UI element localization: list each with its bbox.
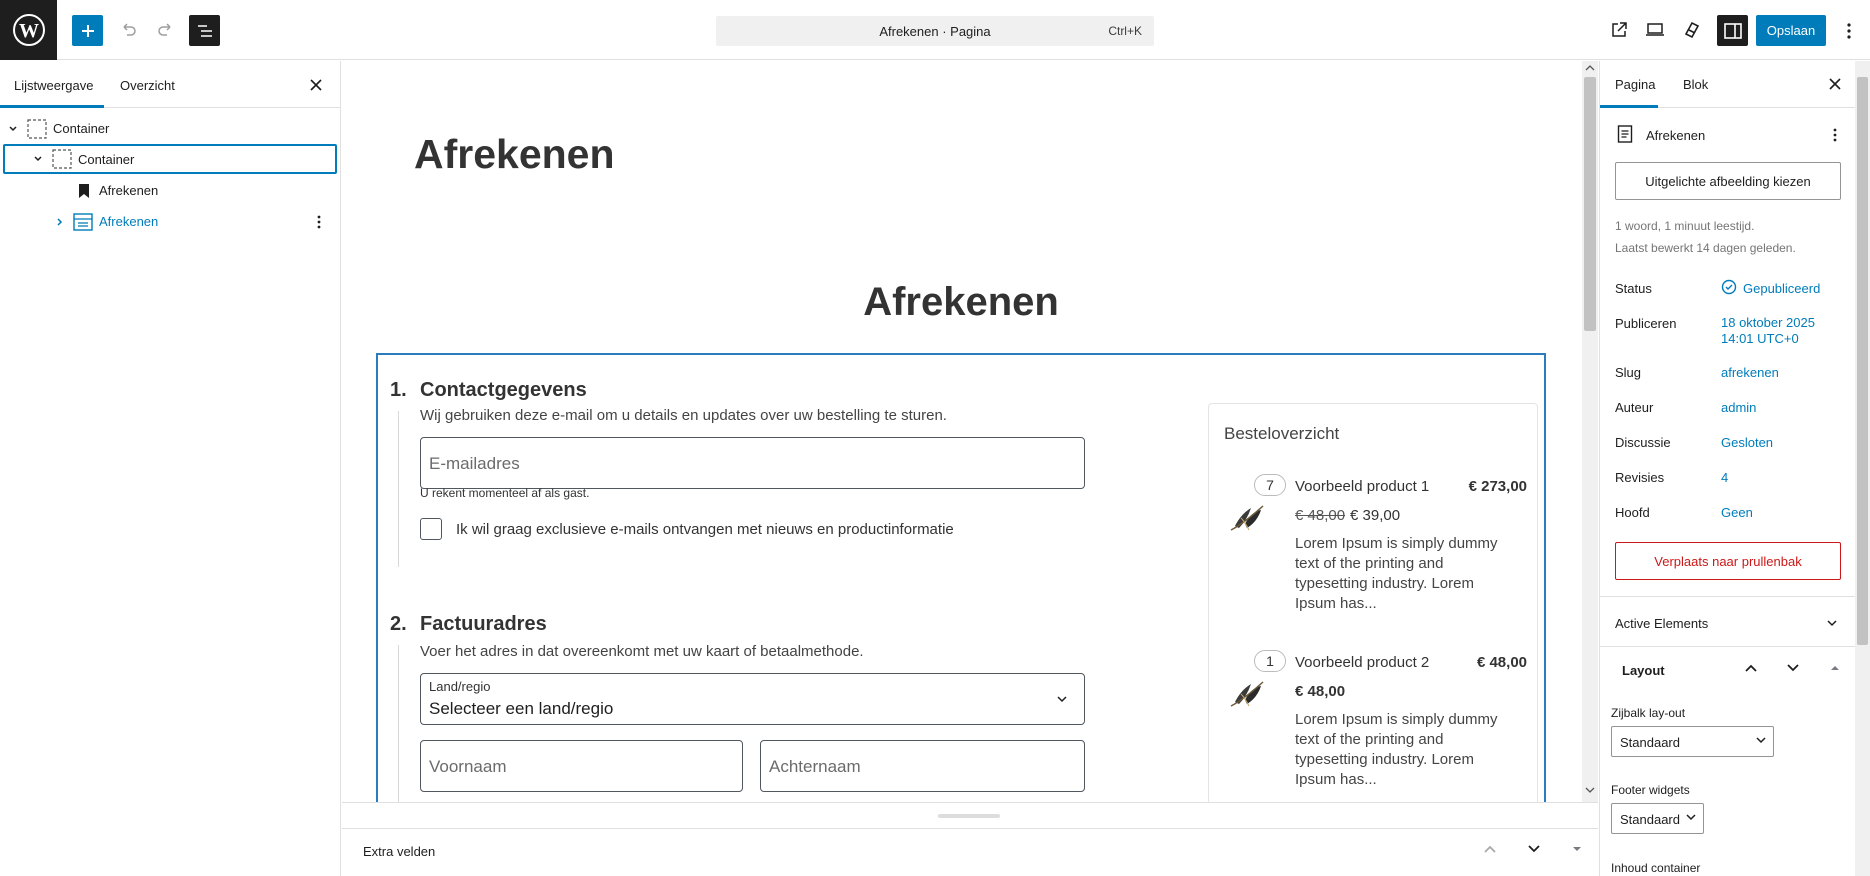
firstname-placeholder: Voornaam bbox=[429, 757, 507, 776]
discussion-value[interactable]: Gesloten bbox=[1721, 435, 1774, 450]
stackable-icon bbox=[1682, 20, 1702, 40]
contact-description: Wij gebruiken deze e-mail om u details en updates over uw bestelling te sturen. bbox=[420, 407, 947, 424]
toggle-panel-button[interactable] bbox=[1567, 839, 1587, 859]
country-label: Land/regio bbox=[429, 679, 491, 694]
options-button[interactable] bbox=[1836, 15, 1862, 46]
revisions-label: Revisies bbox=[1615, 470, 1665, 485]
list-item-container-outer[interactable] bbox=[0, 113, 341, 144]
settings-toggle-button[interactable] bbox=[1717, 15, 1748, 46]
more-vertical-icon bbox=[1833, 128, 1837, 142]
close-icon bbox=[1829, 78, 1841, 90]
list-view-tabs bbox=[0, 61, 340, 108]
guest-note: U rekent momenteel af als gast. bbox=[420, 486, 590, 500]
list-item-heading[interactable] bbox=[0, 175, 341, 206]
last-edited: Laatst bewerkt 14 dagen geleden. bbox=[1615, 241, 1796, 255]
divider bbox=[1600, 596, 1855, 597]
publish-date[interactable]: 18 oktober 2025 bbox=[1721, 315, 1815, 330]
chevron-down-icon[interactable] bbox=[6, 122, 20, 136]
sidebar-scrollbar[interactable] bbox=[1855, 61, 1870, 876]
chevron-right-icon[interactable] bbox=[53, 215, 67, 229]
product-image bbox=[1227, 672, 1267, 712]
svg-text:W: W bbox=[18, 20, 39, 42]
editor-header bbox=[0, 0, 1870, 60]
sidebar-layout-label: Zijbalk lay-out bbox=[1611, 706, 1686, 720]
plus-icon bbox=[81, 24, 95, 38]
close-icon bbox=[310, 79, 322, 91]
tab-list-view[interactable]: Lijstweergave bbox=[14, 78, 94, 93]
add-block-button[interactable] bbox=[72, 15, 103, 46]
scrollbar-thumb[interactable] bbox=[1857, 77, 1868, 645]
step-number: 1. bbox=[390, 379, 407, 401]
word-count: 1 woord, 1 minuut leestijd. bbox=[1615, 219, 1755, 233]
parent-value[interactable]: Geen bbox=[1721, 505, 1753, 520]
redo-icon bbox=[157, 21, 175, 39]
slug-label: Slug bbox=[1615, 365, 1642, 380]
list-item-checkout[interactable] bbox=[0, 206, 341, 237]
desktop-icon bbox=[1645, 22, 1665, 38]
step-connector bbox=[398, 411, 399, 567]
move-up-button[interactable] bbox=[1480, 839, 1500, 859]
block-options-button[interactable] bbox=[309, 212, 329, 232]
scrollbar-thumb[interactable] bbox=[1584, 77, 1596, 331]
newsletter-label[interactable]: Ik wil graag exclusieve e-mails ontvangen met nieuws en productinformatie bbox=[456, 521, 954, 538]
close-settings-button[interactable] bbox=[1825, 74, 1845, 94]
billing-section-title: Factuuradres bbox=[420, 613, 547, 635]
close-list-view-button[interactable] bbox=[306, 75, 326, 95]
product-image bbox=[1227, 496, 1267, 536]
document-actions-button[interactable] bbox=[1825, 125, 1845, 145]
product-name: Voorbeeld product 2 bbox=[1295, 654, 1430, 671]
meta-boxes-area bbox=[342, 802, 1598, 876]
sidebar-tabs bbox=[1600, 61, 1855, 108]
caret-up-icon bbox=[1830, 665, 1840, 671]
chevron-up-icon[interactable] bbox=[1585, 64, 1595, 72]
bookmark-icon bbox=[74, 181, 94, 201]
chevron-up-icon bbox=[1483, 844, 1497, 854]
quantity-badge: 7 bbox=[1254, 474, 1286, 496]
email-field[interactable] bbox=[420, 437, 1085, 489]
wordpress-logo-button[interactable] bbox=[0, 0, 57, 60]
email-placeholder: E-mailadres bbox=[429, 454, 520, 473]
product-description: Lorem Ipsum is simply dummy text of the printing and typesetting industry. Lorem Ipsum has... bbox=[1295, 711, 1498, 788]
tab-block[interactable]: Blok bbox=[1683, 77, 1709, 92]
tab-outline[interactable]: Overzicht bbox=[120, 78, 175, 93]
parent-label: Hoofd bbox=[1615, 505, 1650, 520]
footer-widgets-label: Footer widgets bbox=[1611, 783, 1690, 797]
publish-label: Publiceren bbox=[1615, 316, 1677, 331]
extra-fields-title[interactable]: Extra velden bbox=[363, 844, 436, 859]
product-name: Voorbeeld product 1 bbox=[1295, 478, 1430, 495]
layout-move-down-button[interactable] bbox=[1786, 663, 1806, 679]
contact-section-title: Contactgegevens bbox=[420, 379, 587, 401]
chevron-down-icon bbox=[1755, 735, 1767, 745]
undo-icon bbox=[119, 21, 137, 39]
list-item-container-inner[interactable] bbox=[3, 144, 337, 174]
chevron-down-icon[interactable] bbox=[1585, 786, 1595, 794]
newsletter-checkbox[interactable] bbox=[420, 518, 442, 540]
more-vertical-icon bbox=[1847, 23, 1851, 39]
wordpress-icon bbox=[12, 13, 46, 47]
product-total: € 48,00 bbox=[1476, 654, 1527, 671]
step-number: 2. bbox=[390, 613, 407, 635]
product-price: € 48,00 bbox=[1295, 683, 1346, 700]
footer-widgets-value: Standaard bbox=[1620, 812, 1680, 827]
tab-page[interactable]: Pagina bbox=[1615, 77, 1656, 92]
sidebar-icon bbox=[1724, 23, 1742, 39]
slug-value[interactable]: afrekenen bbox=[1721, 365, 1779, 380]
firstname-field[interactable] bbox=[420, 740, 743, 792]
discussion-label: Discussie bbox=[1615, 435, 1671, 450]
undo-button[interactable] bbox=[113, 15, 143, 45]
country-select[interactable] bbox=[420, 673, 1085, 725]
publish-time[interactable]: 14:01 UTC+0 bbox=[1721, 331, 1799, 346]
country-value: Selecteer een land/regio bbox=[429, 699, 614, 718]
author-value[interactable]: admin bbox=[1721, 400, 1757, 415]
keyboard-shortcut: Ctrl+K bbox=[1108, 24, 1142, 38]
list-item-label: Container bbox=[78, 151, 135, 167]
page-icon bbox=[1617, 125, 1633, 143]
list-item-label: Container bbox=[53, 121, 110, 136]
active-tab-indicator bbox=[0, 105, 104, 108]
layout-title: Layout bbox=[1622, 663, 1665, 678]
container-block-icon bbox=[27, 119, 47, 139]
layout-toggle-button[interactable] bbox=[1830, 665, 1844, 677]
document-overview-button[interactable] bbox=[189, 15, 220, 46]
featured-image-button[interactable]: Uitgelichte afbeelding kiezen bbox=[1615, 162, 1841, 200]
caret-down-icon bbox=[1572, 846, 1582, 852]
chevron-up-icon bbox=[1744, 663, 1758, 673]
order-summary bbox=[1208, 403, 1538, 802]
checkout-block[interactable] bbox=[376, 353, 1546, 802]
status-label: Status bbox=[1615, 281, 1652, 296]
move-down-button[interactable] bbox=[1524, 839, 1544, 859]
more-vertical-icon bbox=[317, 215, 321, 229]
editor-canvas bbox=[342, 61, 1581, 802]
page-title[interactable]: Afrekenen bbox=[414, 131, 615, 177]
lastname-placeholder: Achternaam bbox=[769, 757, 861, 776]
document-card-title: Afrekenen bbox=[1646, 128, 1706, 143]
chevron-down-icon bbox=[1826, 618, 1838, 628]
sidebar-layout-select[interactable] bbox=[1611, 726, 1774, 757]
settings-sidebar bbox=[1599, 61, 1855, 876]
checkout-heading[interactable]: Afrekenen bbox=[863, 280, 1059, 324]
divider bbox=[342, 828, 1598, 829]
list-item-label: Afrekenen bbox=[99, 183, 159, 198]
command-palette-bar[interactable] bbox=[716, 16, 1154, 46]
resize-handle[interactable] bbox=[938, 814, 1000, 818]
chevron-down-icon bbox=[1786, 663, 1800, 673]
sidebar-layout-value: Standaard bbox=[1620, 735, 1680, 750]
active-tab-indicator bbox=[1600, 105, 1658, 108]
list-item-label: Afrekenen bbox=[99, 214, 159, 229]
container-block-icon bbox=[52, 149, 72, 169]
quantity-badge: 1 bbox=[1254, 650, 1286, 672]
active-elements-title: Active Elements bbox=[1615, 616, 1709, 631]
order-summary-title: Besteloverzicht bbox=[1224, 424, 1340, 443]
chevron-down-icon bbox=[1527, 844, 1541, 854]
content-container-label: Inhoud container bbox=[1611, 861, 1701, 875]
chevron-down-icon bbox=[1056, 694, 1068, 704]
product-description: Lorem Ipsum is simply dummy text of the printing and typesetting industry. Lorem Ipsum has... bbox=[1295, 535, 1498, 612]
product-total: € 273,00 bbox=[1468, 478, 1527, 495]
lastname-field[interactable] bbox=[760, 740, 1085, 792]
revisions-value[interactable]: 4 bbox=[1721, 470, 1729, 485]
external-link-icon bbox=[1610, 21, 1628, 39]
billing-description: Voer het adres in dat overeenkomt met uw kaart of betaalmethode. bbox=[420, 643, 864, 660]
save-button[interactable]: Opslaan bbox=[1756, 15, 1826, 46]
chevron-down-icon bbox=[1685, 812, 1697, 822]
status-value[interactable]: Gepubliceerd bbox=[1743, 281, 1821, 296]
redo-button[interactable] bbox=[151, 15, 181, 45]
canvas-scrollbar[interactable] bbox=[1582, 61, 1598, 802]
product-old-price: € 48,00 bbox=[1295, 507, 1346, 524]
footer-widgets-select[interactable] bbox=[1611, 803, 1704, 834]
divider bbox=[1600, 646, 1855, 647]
view-page-button[interactable] bbox=[1604, 15, 1634, 45]
checkout-block-icon bbox=[73, 212, 93, 232]
chevron-down-icon[interactable] bbox=[31, 152, 45, 166]
list-view-panel bbox=[0, 61, 341, 876]
move-to-trash-button[interactable]: Verplaats naar prullenbak bbox=[1615, 542, 1841, 580]
author-label: Auteur bbox=[1615, 400, 1654, 415]
step-connector bbox=[398, 645, 399, 802]
document-title: Afrekenen · Pagina bbox=[879, 24, 991, 39]
styles-button[interactable] bbox=[1677, 15, 1707, 45]
device-preview-button[interactable] bbox=[1640, 15, 1670, 45]
product-price: € 39,00 bbox=[1350, 507, 1401, 524]
layout-move-up-button[interactable] bbox=[1744, 663, 1764, 679]
list-view-icon bbox=[197, 24, 213, 38]
published-check-icon bbox=[1721, 279, 1737, 295]
